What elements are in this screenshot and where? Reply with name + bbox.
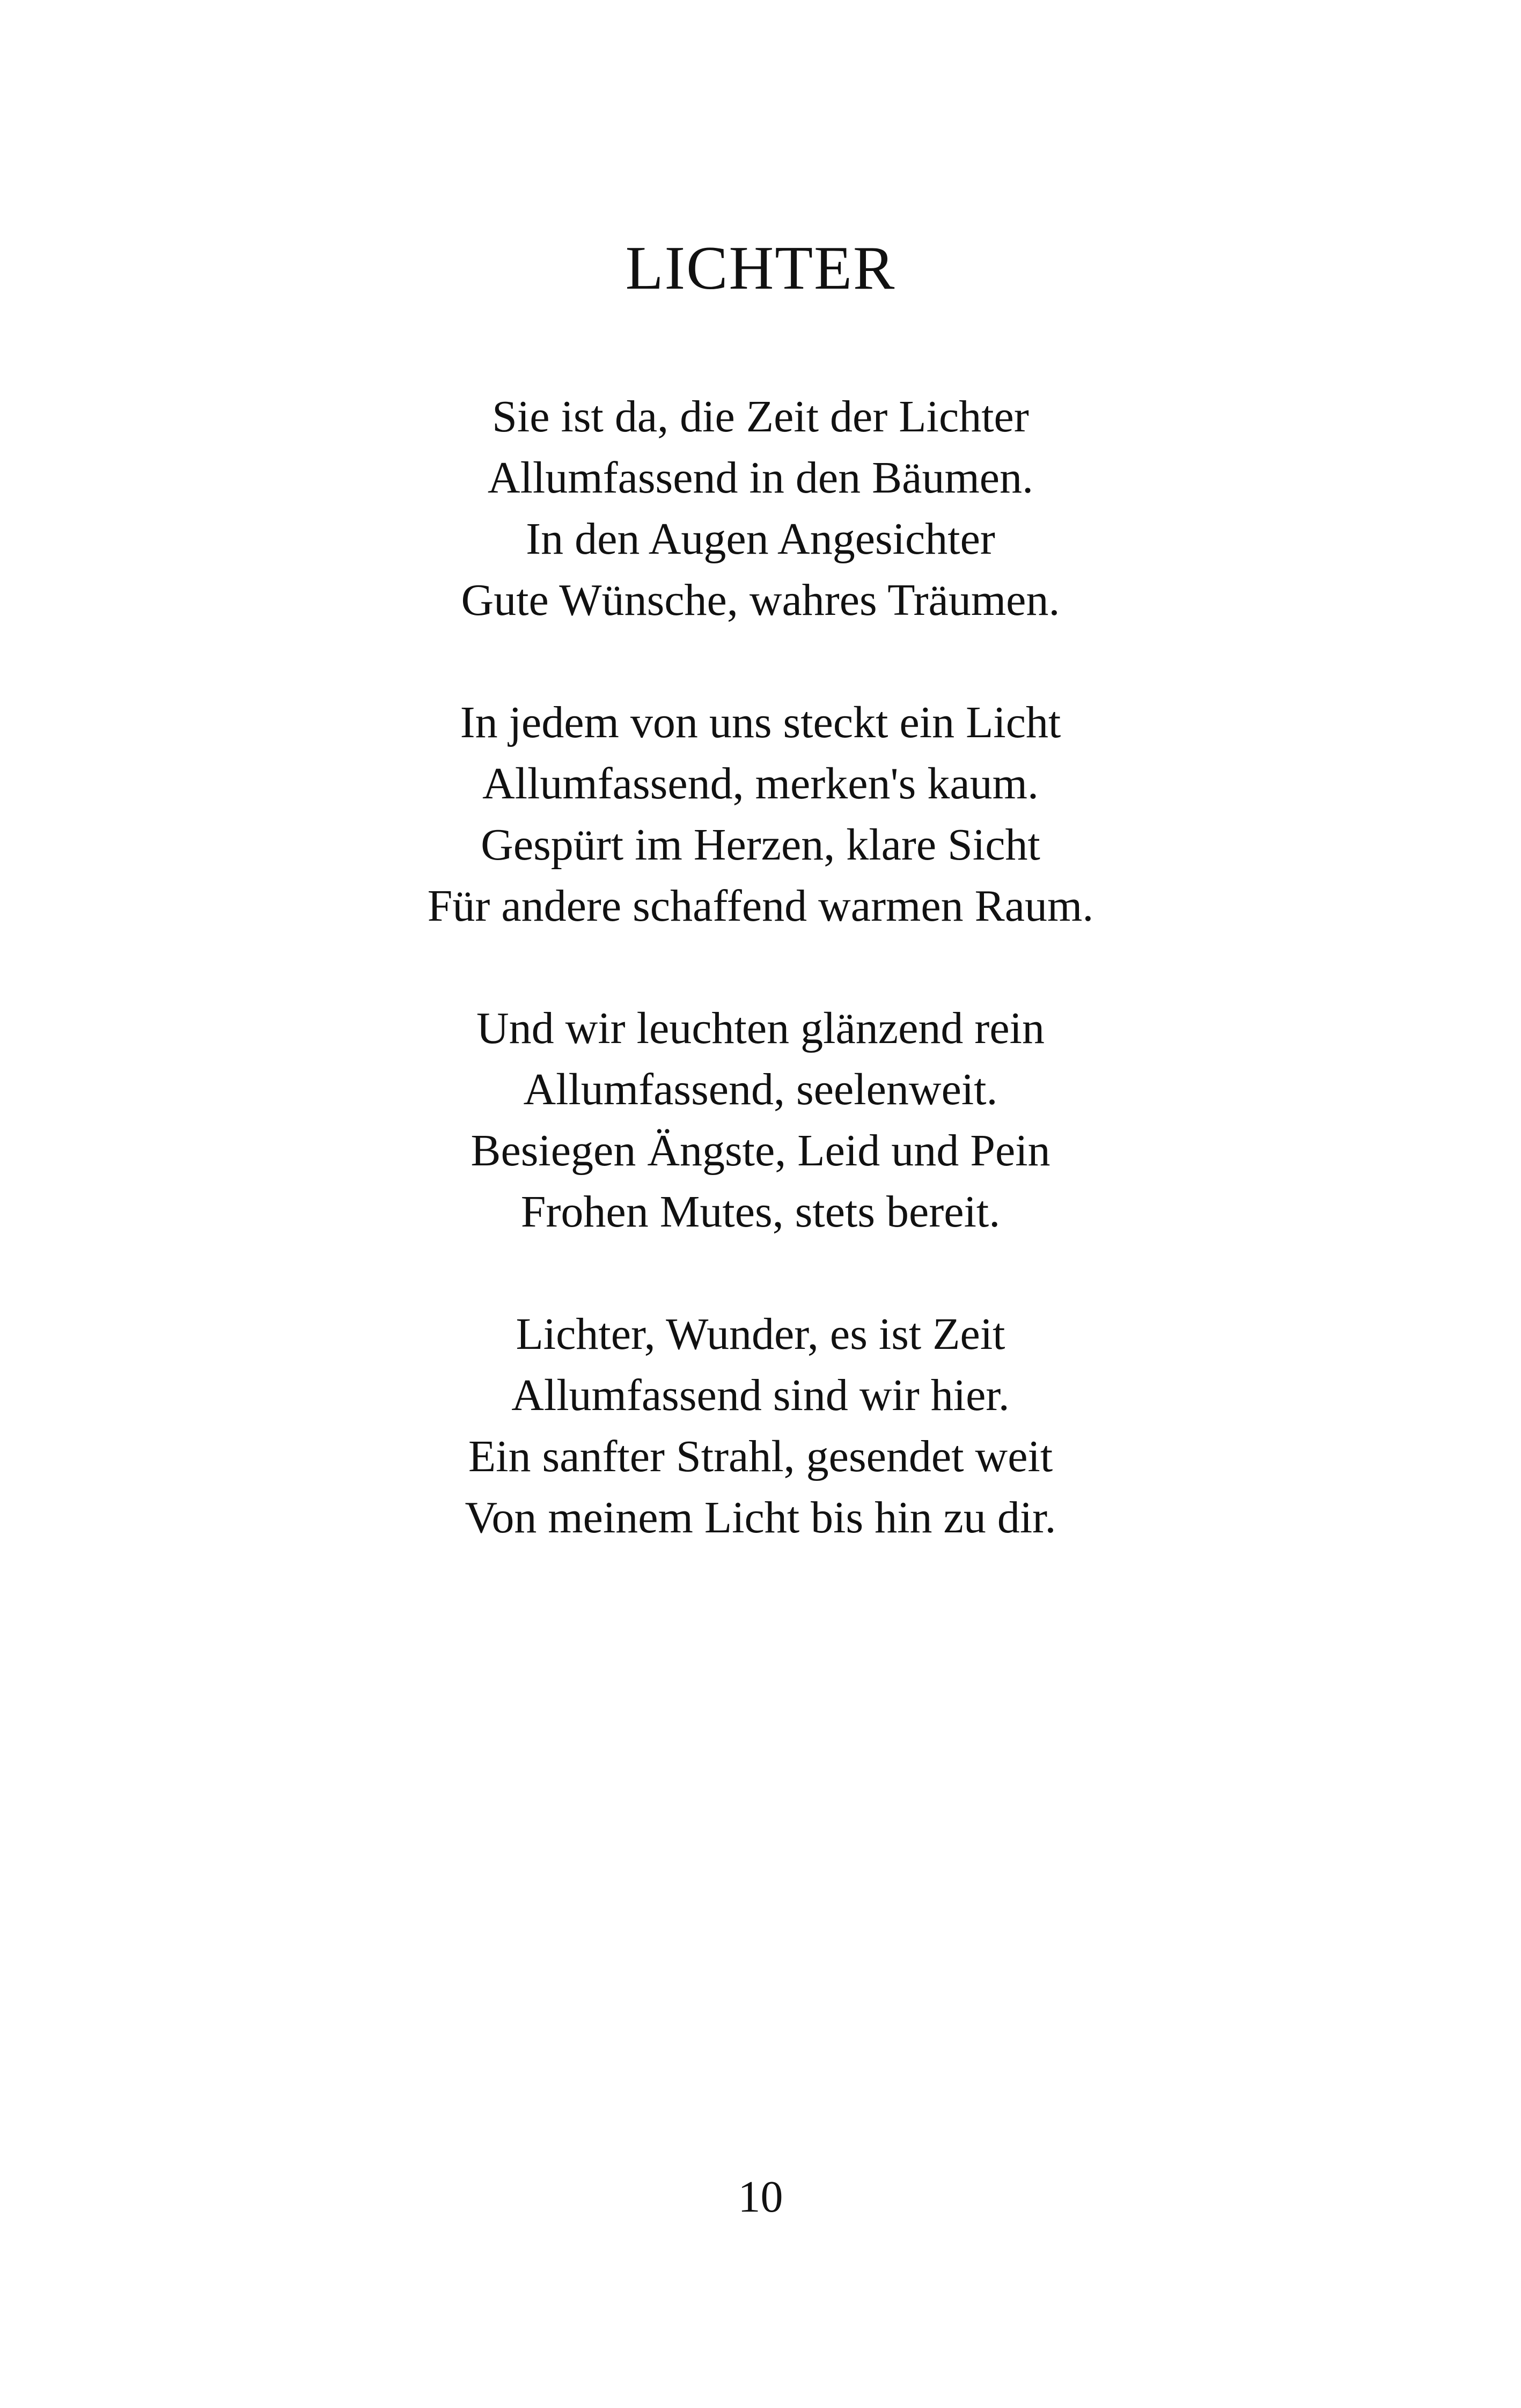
poem-title: LICHTER xyxy=(625,234,896,303)
poem-line: Allumfassend, seelenweit. xyxy=(523,1064,998,1114)
page-number: 10 xyxy=(738,2172,783,2222)
poem-line: Gute Wünsche, wahres Träumen. xyxy=(461,575,1060,625)
poem-line: Frohen Mutes, stets bereit. xyxy=(520,1187,1001,1237)
poem-line: Von meinem Licht bis hin zu dir. xyxy=(465,1493,1056,1543)
stanza-2 xyxy=(0,692,1521,937)
poem-line: In den Augen Angesichter xyxy=(526,514,995,564)
poem-line: Lichter, Wunder, es ist Zeit xyxy=(516,1309,1005,1359)
poem-line: Für andere schaffend warmen Raum. xyxy=(427,881,1094,931)
stanza-3 xyxy=(0,998,1521,1243)
stanza-4 xyxy=(0,1304,1521,1548)
poem-body xyxy=(0,386,1521,1610)
poem-line: Allumfassend in den Bäumen. xyxy=(487,453,1034,503)
poem-line: Gespürt im Herzen, klare Sicht xyxy=(481,820,1040,870)
poem-line: Besiegen Ängste, Leid und Pein xyxy=(471,1126,1050,1176)
stanza-1 xyxy=(0,386,1521,631)
poem-line: In jedem von uns steckt ein Licht xyxy=(460,698,1061,747)
poem-line: Und wir leuchten glänzend rein xyxy=(476,1003,1045,1053)
poem-line: Allumfassend, merken's kaum. xyxy=(482,759,1039,809)
poem-line: Allumfassend sind wir hier. xyxy=(511,1370,1010,1420)
poem-line: Sie ist da, die Zeit der Lichter xyxy=(492,392,1029,442)
poem-line: Ein sanfter Strahl, gesendet weit xyxy=(468,1431,1053,1481)
